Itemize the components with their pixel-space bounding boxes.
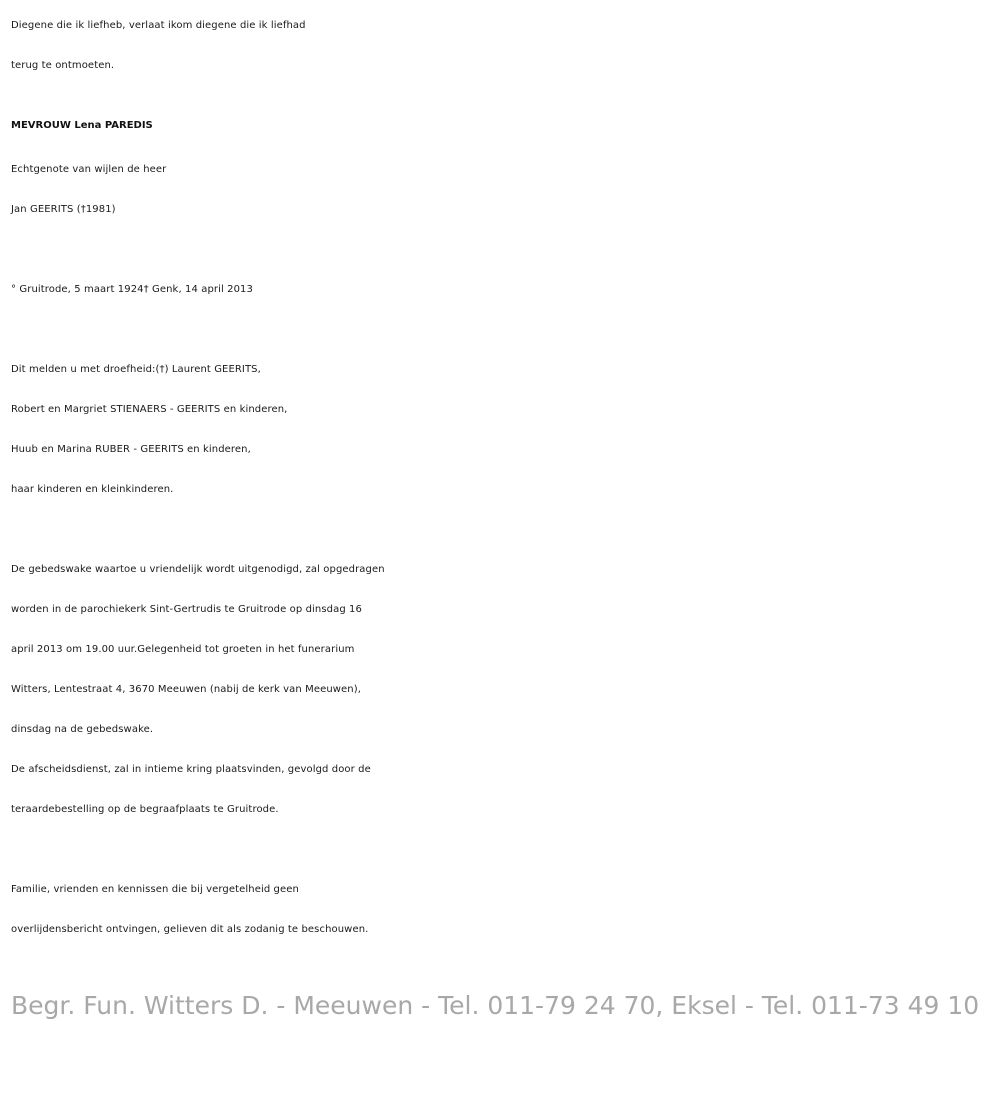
motto-block [11, 6, 991, 86]
deceased-name: MEVROUW Lena PAREDIS [11, 120, 153, 131]
obituary-notice [11, 6, 991, 1026]
spacer [11, 950, 991, 986]
service-line: teraardebestelling op de begraafplaats te Gruitrode. [11, 804, 279, 815]
notice-block [11, 870, 991, 950]
service-line: worden in de parochiekerk Sint-Gertrudis te Gruitrode op dinsdag 16 [11, 604, 362, 615]
mourners-block [11, 350, 991, 510]
heading-block [11, 102, 991, 230]
spacer [11, 230, 991, 270]
spacer [11, 310, 991, 350]
spacer [11, 510, 991, 550]
service-line: april 2013 om 19.00 uur.Gelegenheid tot groeten in het funerarium [11, 644, 355, 655]
mourners-line: haar kinderen en kleinkinderen. [11, 484, 174, 495]
notice-line: Familie, vrienden en kennissen die bij vergetelheid geen [11, 884, 299, 895]
spouse-line: Jan GEERITS (†1981) [11, 204, 116, 215]
funeral-home-footer: Begr. Fun. Witters D. - Meeuwen - Tel. 011-79 24 70, Eksel - Tel. 011-73 49 10 [11, 991, 980, 1020]
motto-line: terug te ontmoeten. [11, 60, 115, 71]
spacer [11, 86, 991, 102]
service-line: De afscheidsdienst, zal in intieme kring plaatsvinden, gevolgd door de [11, 764, 371, 775]
spacer [11, 830, 991, 870]
service-line: Witters, Lentestraat 4, 3670 Meeuwen (nabij de kerk van Meeuwen), [11, 684, 362, 695]
notice-line: overlijdensbericht ontvingen, gelieven dit als zodanig te beschouwen. [11, 924, 369, 935]
motto-line: Diegene die ik liefheb, verlaat ikom diegene die ik liefhad [11, 20, 306, 31]
mourners-line: Dit melden u met droefheid:(†) Laurent GEERITS, [11, 364, 261, 375]
spouse-line: Echtgenote van wijlen de heer [11, 164, 167, 175]
service-block [11, 550, 991, 830]
mourners-line: Huub en Marina RUBER - GEERITS en kinderen, [11, 444, 251, 455]
service-line: De gebedswake waartoe u vriendelijk wordt uitgenodigd, zal opgedragen [11, 564, 385, 575]
mourners-line: Robert en Margriet STIENAERS - GEERITS en kinderen, [11, 404, 288, 415]
service-line: dinsdag na de gebedswake. [11, 724, 154, 735]
birth-death-dates: ° Gruitrode, 5 maart 1924† Genk, 14 april 2013 [11, 284, 253, 295]
